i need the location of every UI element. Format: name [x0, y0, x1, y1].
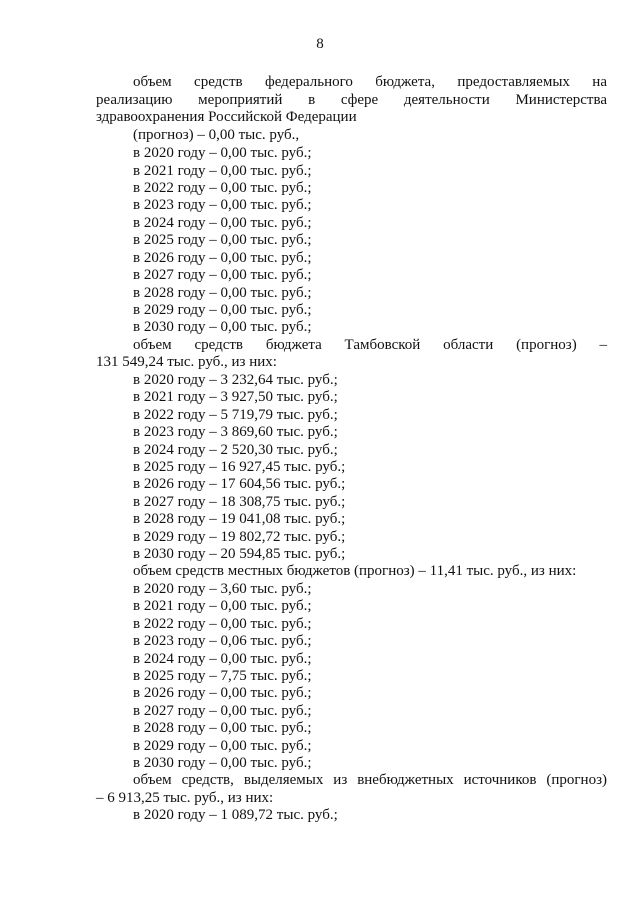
local-year-line: в 2021 году – 0,00 тыс. руб.; — [133, 598, 312, 614]
local-year-line: в 2022 году – 0,00 тыс. руб.; — [133, 616, 312, 632]
federal-year-line: в 2022 году – 0,00 тыс. руб.; — [133, 180, 312, 196]
federal-year-line: в 2024 году – 0,00 тыс. руб.; — [133, 215, 312, 231]
regional-intro-line-2: 131 549,24 тыс. руб., из них: — [96, 354, 277, 370]
federal-year-line: в 2027 году – 0,00 тыс. руб.; — [133, 267, 312, 283]
federal-year-line: в 2023 году – 0,00 тыс. руб.; — [133, 197, 312, 213]
extrabudgetary-year-line: в 2020 году – 1 089,72 тыс. руб.; — [133, 807, 338, 823]
regional-year-line: в 2027 году – 18 308,75 тыс. руб.; — [133, 494, 346, 510]
federal-year-line: в 2026 году – 0,00 тыс. руб.; — [133, 250, 312, 266]
local-year-line: в 2025 году – 7,75 тыс. руб.; — [133, 668, 312, 684]
regional-year-line: в 2026 году – 17 604,56 тыс. руб.; — [133, 476, 346, 492]
federal-year-line: в 2028 году – 0,00 тыс. руб.; — [133, 285, 312, 301]
page-number: 8 — [316, 36, 324, 52]
federal-year-line: в 2029 году – 0,00 тыс. руб.; — [133, 302, 312, 318]
federal-year-line: в 2020 году – 0,00 тыс. руб.; — [133, 145, 312, 161]
federal-intro-line-2: реализацию мероприятий в сфере деятельности Министерства — [96, 92, 607, 108]
local-year-line: в 2027 году – 0,00 тыс. руб.; — [133, 703, 312, 719]
regional-year-line: в 2028 году – 19 041,08 тыс. руб.; — [133, 511, 346, 527]
federal-year-line: в 2030 году – 0,00 тыс. руб.; — [133, 319, 312, 335]
local-intro-line: объем средств местных бюджетов (прогноз) – 11,41 тыс. руб., из них: — [133, 563, 577, 579]
regional-year-line: в 2020 году – 3 232,64 тыс. руб.; — [133, 372, 338, 388]
federal-year-line: в 2025 году – 0,00 тыс. руб.; — [133, 232, 312, 248]
local-year-line: в 2026 году – 0,00 тыс. руб.; — [133, 685, 312, 701]
extrabudgetary-intro-line-1: объем средств, выделяемых из внебюджетных источников (прогноз) — [133, 772, 607, 788]
local-year-line: в 2028 году – 0,00 тыс. руб.; — [133, 720, 312, 736]
regional-intro-line-1: объем средств бюджета Тамбовской области (прогноз) – — [133, 337, 607, 353]
regional-year-line: в 2030 году – 20 594,85 тыс. руб.; — [133, 546, 346, 562]
local-year-line: в 2023 году – 0,06 тыс. руб.; — [133, 633, 312, 649]
local-year-line: в 2030 году – 0,00 тыс. руб.; — [133, 755, 312, 771]
federal-year-line: в 2021 году – 0,00 тыс. руб.; — [133, 163, 312, 179]
local-year-line: в 2020 году – 3,60 тыс. руб.; — [133, 581, 312, 597]
federal-total: (прогноз) – 0,00 тыс. руб., — [133, 127, 300, 143]
regional-year-line: в 2022 году – 5 719,79 тыс. руб.; — [133, 407, 338, 423]
federal-intro-line-3: здравоохранения Российской Федерации — [96, 109, 357, 125]
regional-year-line: в 2023 году – 3 869,60 тыс. руб.; — [133, 424, 338, 440]
local-year-line: в 2029 году – 0,00 тыс. руб.; — [133, 738, 312, 754]
regional-year-line: в 2029 году – 19 802,72 тыс. руб.; — [133, 529, 346, 545]
extrabudgetary-intro-line-2: – 6 913,25 тыс. руб., из них: — [96, 790, 274, 806]
local-year-line: в 2024 году – 0,00 тыс. руб.; — [133, 651, 312, 667]
regional-year-line: в 2021 году – 3 927,50 тыс. руб.; — [133, 389, 338, 405]
regional-year-line: в 2025 году – 16 927,45 тыс. руб.; — [133, 459, 346, 475]
regional-year-line: в 2024 году – 2 520,30 тыс. руб.; — [133, 442, 338, 458]
federal-intro-line-1: объем средств федерального бюджета, предоставляемых на — [133, 74, 607, 90]
